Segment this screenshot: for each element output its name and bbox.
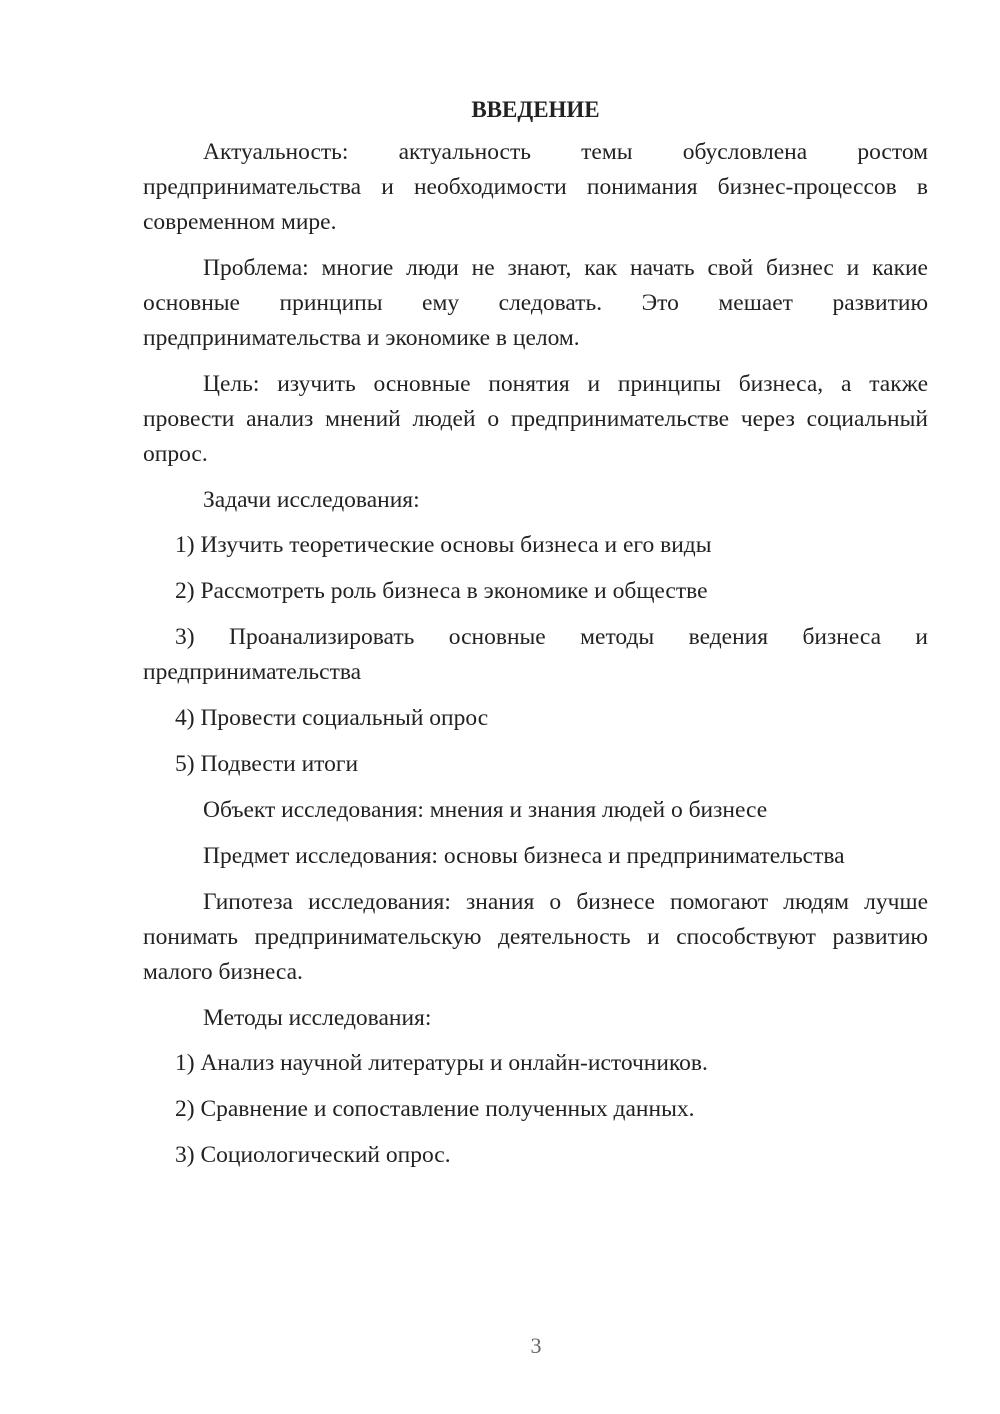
paragraph-goal: Цель: изучить основные понятия и принципы бизнеса, а также провести анализ мнений людей о предпринимательстве через социальный опрос. — [143, 371, 928, 467]
task-item-3: 3) Проанализировать основные методы ведения бизнеса и предпринимательства — [143, 624, 928, 685]
page-title: ВВЕДЕНИЕ — [471, 97, 600, 122]
method-item-2: 2) Сравнение и сопоставление полученных данных. — [175, 1096, 695, 1122]
page-number: 3 — [530, 1333, 542, 1358]
page-content — [143, 95, 928, 1184]
paragraph-problem: Проблема: многие люди не знают, как начать свой бизнес и какие основные принципы ему следовать. Это мешает развитию предпринимательства и экономике в целом. — [143, 255, 928, 351]
method-item-3: 3) Социологический опрос. — [175, 1142, 451, 1168]
tasks-heading: Задачи исследования: — [203, 487, 420, 513]
task-item-5: 5) Подвести итоги — [175, 751, 359, 777]
paragraph-relevance: Актуальность: актуальность темы обусловлена ростом предпринимательства и необходимости понимания бизнес-процессов в современном мире. — [143, 139, 928, 235]
methods-heading: Методы исследования: — [203, 1005, 432, 1031]
task-item-1: 1) Изучить теоретические основы бизнеса и его виды — [175, 532, 712, 558]
method-item-1: 1) Анализ научной литературы и онлайн-источников. — [175, 1050, 708, 1076]
paragraph-hypothesis: Гипотеза исследования: знания о бизнесе помогают людям лучше понимать предпринимательскую деятельность и способствуют развитию малого бизнеса. — [143, 889, 928, 985]
task-item-4: 4) Провести социальный опрос — [175, 705, 489, 731]
task-item-2: 2) Рассмотреть роль бизнеса в экономике и обществе — [175, 578, 708, 604]
paragraph-object: Объект исследования: мнения и знания людей о бизнесе — [203, 797, 768, 823]
paragraph-subject: Предмет исследования: основы бизнеса и предпринимательства — [203, 843, 845, 869]
